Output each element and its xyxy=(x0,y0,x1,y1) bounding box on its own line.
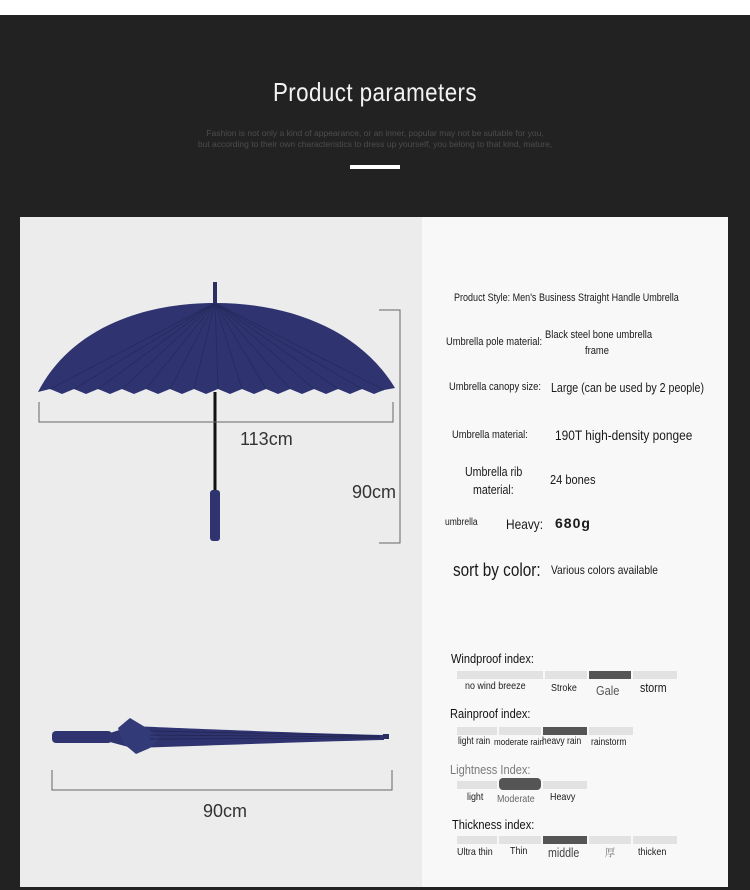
rainproof-level-1: light rain xyxy=(458,736,491,747)
thickness-level-3: middle xyxy=(547,846,579,860)
windproof-title: Windproof index: xyxy=(451,651,534,666)
spec-weight-label-a: umbrella xyxy=(445,517,478,528)
rainproof-bar-4 xyxy=(589,727,633,735)
thickness-bar-2 xyxy=(499,836,541,844)
spec-weight-value: 680g xyxy=(555,515,591,531)
spec-rib-label-2: material: xyxy=(473,483,514,497)
thickness-bar-4 xyxy=(589,836,631,844)
thickness-bar-3 xyxy=(543,836,587,844)
lightness-level-1: light xyxy=(467,791,484,803)
rainproof-level-2: moderate rain xyxy=(494,737,544,748)
thickness-level-1: Ultra thin xyxy=(456,846,493,858)
closed-length-label: 90cm xyxy=(203,801,248,821)
lightness-bar-2 xyxy=(499,778,541,790)
rainproof-level-3: heavy rain xyxy=(541,736,582,747)
windproof-level-2: Stroke xyxy=(550,682,577,694)
rainproof-level-4: rainstorm xyxy=(591,737,627,748)
page-title: Product parameters xyxy=(272,77,478,107)
thickness-title: Thickness index: xyxy=(452,817,535,832)
thickness-level-2: Thin xyxy=(509,845,528,857)
lightness-bar-3 xyxy=(543,781,587,789)
thickness-bar-1 xyxy=(457,836,497,844)
rainproof-bar-2 xyxy=(499,727,541,735)
windproof-bar-3 xyxy=(589,671,631,679)
spec-material-label: Umbrella material: xyxy=(452,429,528,441)
spec-pole-value-1: Black steel bone umbrella xyxy=(545,329,653,341)
spec-canopy-label: Umbrella canopy size: xyxy=(449,381,541,393)
spec-canopy-value: Large (can be used by 2 people) xyxy=(551,381,704,395)
spec-pole-label: Umbrella pole material: xyxy=(446,336,543,348)
rainproof-title: Rainproof index: xyxy=(450,706,531,721)
windproof-level-4: storm xyxy=(640,681,667,695)
windproof-bar-1 xyxy=(457,671,543,679)
subtitle-line-1: Fashion is not only a kind of appearance, or an inner, popular may not be suitable for you, xyxy=(206,128,544,138)
windproof-level-3: Gale xyxy=(596,683,620,698)
spec-style: Product Style: Men's Business Straight Handle Umbrella xyxy=(454,292,679,304)
open-width-label: 113cm xyxy=(240,429,293,449)
lightness-bar-1 xyxy=(457,781,497,789)
rainproof-bar-1 xyxy=(457,727,497,735)
windproof-level-1: no wind breeze xyxy=(465,680,526,692)
lightness-level-2: Moderate xyxy=(497,793,535,805)
spec-rib-label-1: Umbrella rib xyxy=(465,465,523,479)
thickness-level-5: thicken xyxy=(638,846,667,858)
lightness-level-3: Heavy xyxy=(550,791,576,803)
spec-pole-value-2: frame xyxy=(585,345,609,357)
spec-material-value: 190T high-density pongee xyxy=(555,427,693,443)
spec-color-value: Various colors available xyxy=(551,563,658,577)
spec-rib-value: 24 bones xyxy=(550,472,596,487)
thickness-bar-5 xyxy=(633,836,677,844)
windproof-bar-2 xyxy=(545,671,587,679)
lightness-title: Lightness Index: xyxy=(450,762,531,777)
subtitle-line-2: but according to their own characteristics to dress up yourself, you belong to that kind, mature, xyxy=(197,139,553,149)
spec-color-label: sort by color: xyxy=(453,560,541,580)
thickness-level-4: 厚 xyxy=(604,847,616,859)
spec-weight-label-b: Heavy: xyxy=(506,516,544,532)
windproof-bar-4 xyxy=(633,671,677,679)
rainproof-bar-3 xyxy=(543,727,587,735)
open-height-label: 90cm xyxy=(352,482,397,502)
